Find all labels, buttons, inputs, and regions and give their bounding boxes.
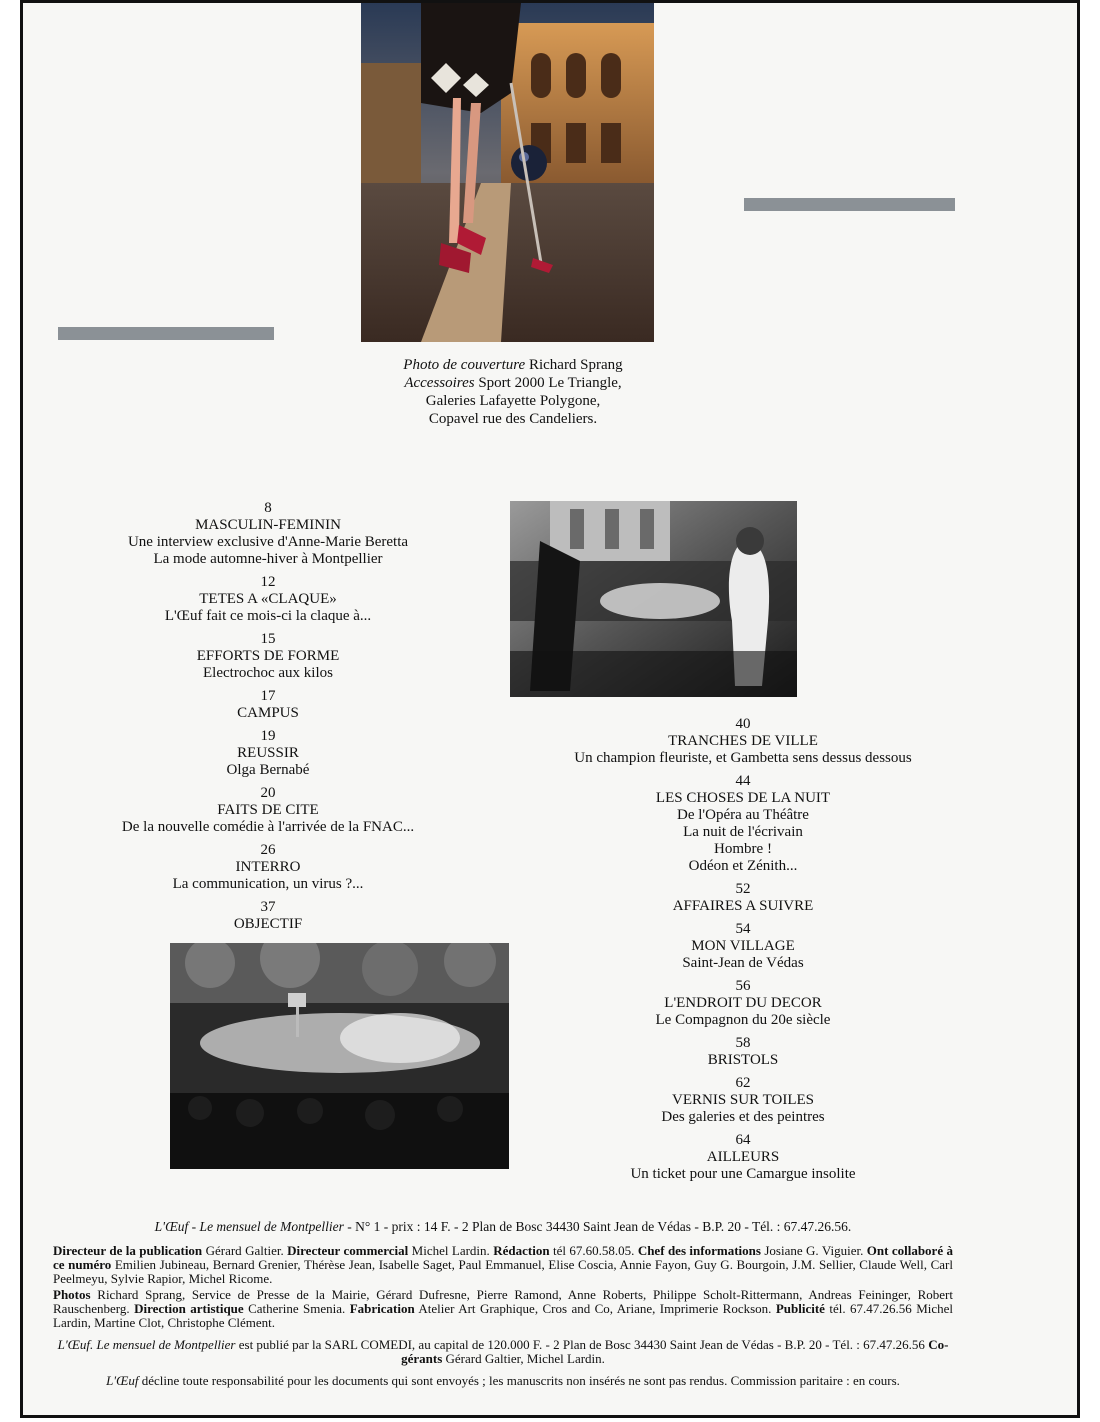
photo-credits [53,1288,953,1330]
credit-label: Publicité [775,1301,825,1316]
footer-credits [53,1220,953,1396]
credit-value: Atelier Art Graphique, Cros and Co, Ariane, Imprimerie Rockson. [414,1301,776,1316]
toc-section-title: TRANCHES DE VILLE [668,733,818,749]
toc-entry [103,500,433,568]
credit-label: Ont collaboré à ce numéro [53,1243,954,1272]
toc-subtitle: Des galeries et des peintres [661,1109,825,1125]
toc-page-number: 19 [260,728,276,744]
cover-photo [361,3,654,342]
toc-entry [523,1132,963,1183]
toc-left-column [103,500,433,939]
masthead-details: - N° 1 - prix : 14 F. - 2 Plan de Bosc 34430 Saint Jean de Védas - B.P. 20 - Tél. : 67.47.26.56. [343,1219,852,1234]
credit-label: Co-gérants [401,1337,949,1366]
toc-entry [103,899,433,933]
caption-value: Sport 2000 Le Triangle, [478,375,622,391]
toc-page-number: 64 [735,1132,751,1148]
credit-value: Michel Lardin. [408,1243,494,1258]
toc-section-title: TETES A «CLAQUE» [199,591,337,607]
credit-value: tél. 67.47.26.56 Michel Lardin, Martine Clot, Christophe Clément. [53,1301,954,1330]
toc-entry [103,842,433,893]
caption-line-4: Copavel rue des Candeliers. [428,411,598,427]
masthead-line [53,1220,953,1234]
toc-page-number: 44 [735,773,751,789]
toc-page-number: 15 [260,631,276,647]
publisher-line [53,1338,953,1366]
credit-label: Photos [53,1287,91,1302]
credit-value: Gérard Galtier. [202,1243,288,1258]
toc-section-title: L'ENDROIT DU DECOR [664,995,822,1011]
toc-entry [103,631,433,682]
toc-entry [103,574,433,625]
toc-page-number: 37 [260,899,276,915]
credit-value: Gérard Galtier, Michel Lardin. [442,1351,605,1366]
decorative-bar-left [58,327,274,340]
toc-section-title: INTERRO [235,859,301,875]
credit-label: Directeur de la publication [53,1243,203,1258]
magazine-page [20,0,1080,1418]
toc-section-title: BRISTOLS [707,1052,779,1068]
toc-entry [523,921,963,972]
credit-label: Fabrication [349,1301,415,1316]
credit-value: Catherine Smenia. [243,1301,350,1316]
toc-subtitle: La mode automne-hiver à Montpellier [153,551,383,567]
toc-page-number: 17 [260,688,276,704]
toc-page-number: 58 [735,1035,751,1051]
credit-value: tél 67.60.58.05. [549,1243,638,1258]
toc-page-number: 54 [735,921,751,937]
cover-caption [363,356,663,428]
toc-page-number: 26 [260,842,276,858]
toc-section-title: VERNIS SUR TOILES [672,1092,814,1108]
toc-entry [523,1035,963,1069]
credit-value: Josiane G. Viguier. [760,1243,867,1258]
toc-entry [523,773,963,875]
credit-label: Chef des informations [637,1243,761,1258]
toc-subtitle: L'Œuf fait ce mois-ci la claque à... [164,608,372,624]
credit-label: Direction artistique [134,1301,244,1316]
toc-section-title: LES CHOSES DE LA NUIT [655,790,831,806]
toc-subtitle: Un ticket pour une Camargue insolite [630,1166,856,1182]
toc-section-title: REUSSIR [237,745,299,761]
toc-section-title: EFFORTS DE FORME [196,648,340,664]
toc-subtitle: Odéon et Zénith... [688,858,798,874]
toc-section-title: AILLEURS [706,1149,780,1165]
crowd-photo [170,943,509,1169]
toc-entry [523,978,963,1029]
credit-label: Rédaction [493,1243,550,1258]
toc-section-title: AFFAIRES A SUIVRE [672,898,814,914]
toc-entry [523,716,963,767]
toc-page-number: 40 [735,716,751,732]
toc-section-title: FAITS DE CITE [217,802,319,818]
decorative-bar-right [744,198,955,211]
toc-page-number: 52 [735,881,751,897]
caption-label: Accessoires [404,375,475,391]
toc-section-title: CAMPUS [237,705,299,721]
toc-right-column [523,716,963,1189]
disclaimer-title: L'Œuf [106,1373,139,1388]
toc-subtitle: La nuit de l'écrivain [683,824,803,840]
disclaimer-line [53,1374,953,1388]
toc-entry [103,728,433,779]
caption-value: Richard Sprang [528,357,623,373]
toc-subtitle: Une interview exclusive d'Anne-Marie Beretta [127,534,409,550]
toc-subtitle: Olga Bernabé [226,762,310,778]
toc-entry [523,1075,963,1126]
toc-section-title: OBJECTIF [233,916,303,932]
toc-subtitle: Saint-Jean de Védas [682,955,804,971]
disclaimer-text: décline toute responsabilité pour les documents qui sont envoyés ; les manuscrits non insérés ne sont pas rendus. Commission paritaire : en cours. [138,1373,900,1388]
caption-label: Photo de couverture [403,357,526,373]
masthead-title: L'Œuf - Le mensuel de Montpellier [154,1219,344,1234]
dancers-photo [510,501,797,697]
credit-value: Emilien Jubineau, Bernard Grenier, Thérèse Jean, Isabelle Saget, Paul Emmanuel, Elise Coscia, Annie Fayon, Guy G. Bourgoin, J.M. Sellier, Claude Well, Carl Peelmeyu, Sylvie Rapior, Michel Ricome. [53,1257,953,1286]
toc-entry [523,881,963,915]
toc-subtitle: De la nouvelle comédie à l'arrivée de la FNAC... [121,819,415,835]
toc-section-title: MON VILLAGE [691,938,795,954]
toc-page-number: 12 [260,574,276,590]
toc-page-number: 62 [735,1075,751,1091]
caption-line-1 [363,356,663,374]
credit-value: Richard Sprang, Service de Presse de la Mairie, Gérard Dufresne, Pierre Ramond, Anne Roberts, Philippe Scholt-Rittermann, Andreas Feininger, Robert Rauschenberg. [53,1287,953,1316]
toc-section-title: MASCULIN-FEMININ [195,517,341,533]
credit-label: Directeur commercial [287,1243,409,1258]
staff-credits [53,1244,953,1286]
toc-page-number: 8 [264,500,272,516]
toc-subtitle: Hombre ! [714,841,772,857]
publisher-title: L'Œuf. Le mensuel de Montpellier [57,1337,236,1352]
publisher-details: est publié par la SARL COMEDI, au capital de 120.000 F. - 2 Plan de Bosc 34430 Saint Jean de Védas - B.P. 20 - Tél. : 67.47.26.56 [235,1337,929,1352]
caption-line-2 [363,374,663,392]
toc-subtitle: Le Compagnon du 20e siècle [655,1012,831,1028]
toc-entry [103,688,433,722]
toc-entry [103,785,433,836]
toc-subtitle: De l'Opéra au Théâtre [677,807,809,823]
toc-subtitle: La communication, un virus ?... [172,876,364,892]
toc-page-number: 56 [735,978,751,994]
caption-line-3: Galeries Lafayette Polygone, [425,393,601,409]
toc-subtitle: Electrochoc aux kilos [203,665,333,681]
toc-subtitle: Un champion fleuriste, et Gambetta sens dessus dessous [574,750,912,766]
toc-page-number: 20 [260,785,276,801]
